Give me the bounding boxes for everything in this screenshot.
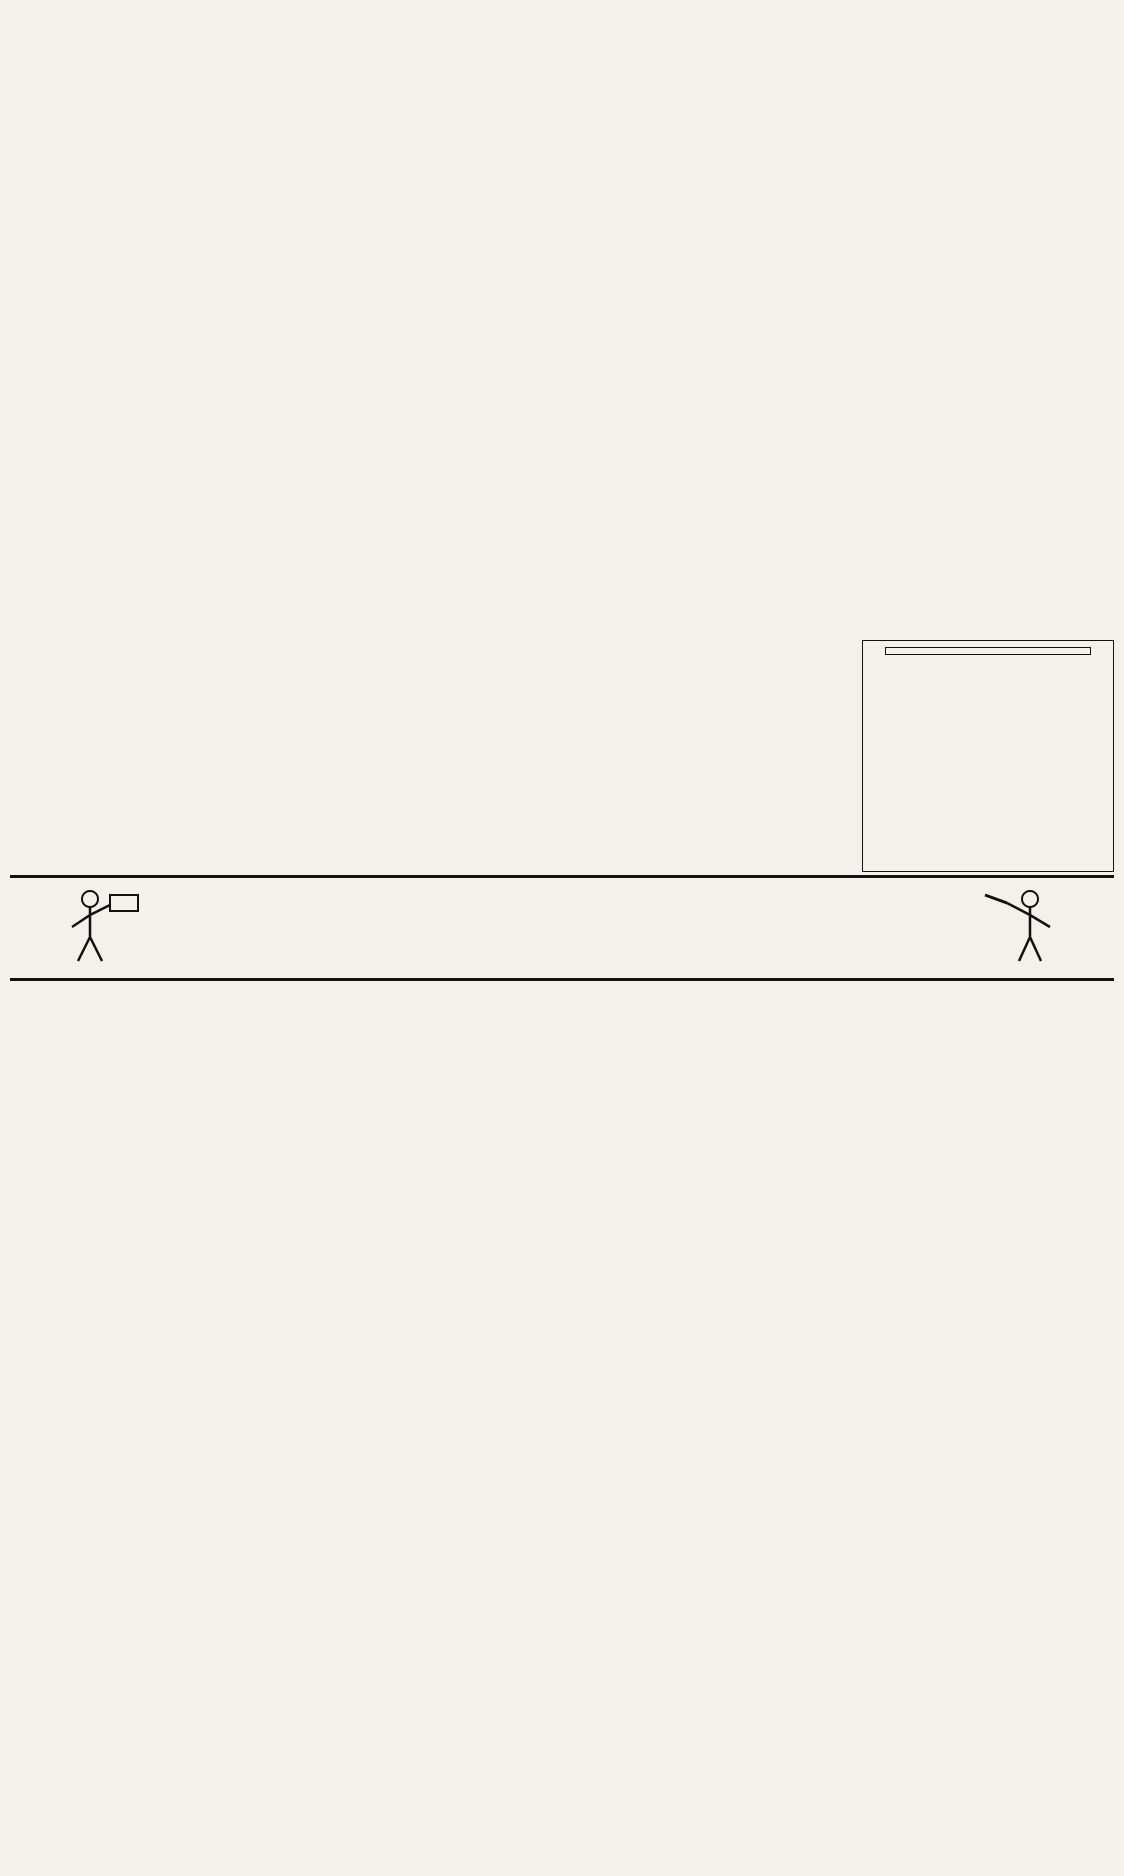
masthead	[10, 4, 1114, 20]
worker-figure-icon	[975, 885, 1065, 965]
home-service-guide-banner	[10, 875, 1114, 981]
tv-land-ad	[862, 640, 1114, 872]
tv-land-coupon	[885, 647, 1091, 655]
service-guide-columns	[10, 982, 1114, 1862]
painter-figure-icon	[60, 885, 150, 965]
